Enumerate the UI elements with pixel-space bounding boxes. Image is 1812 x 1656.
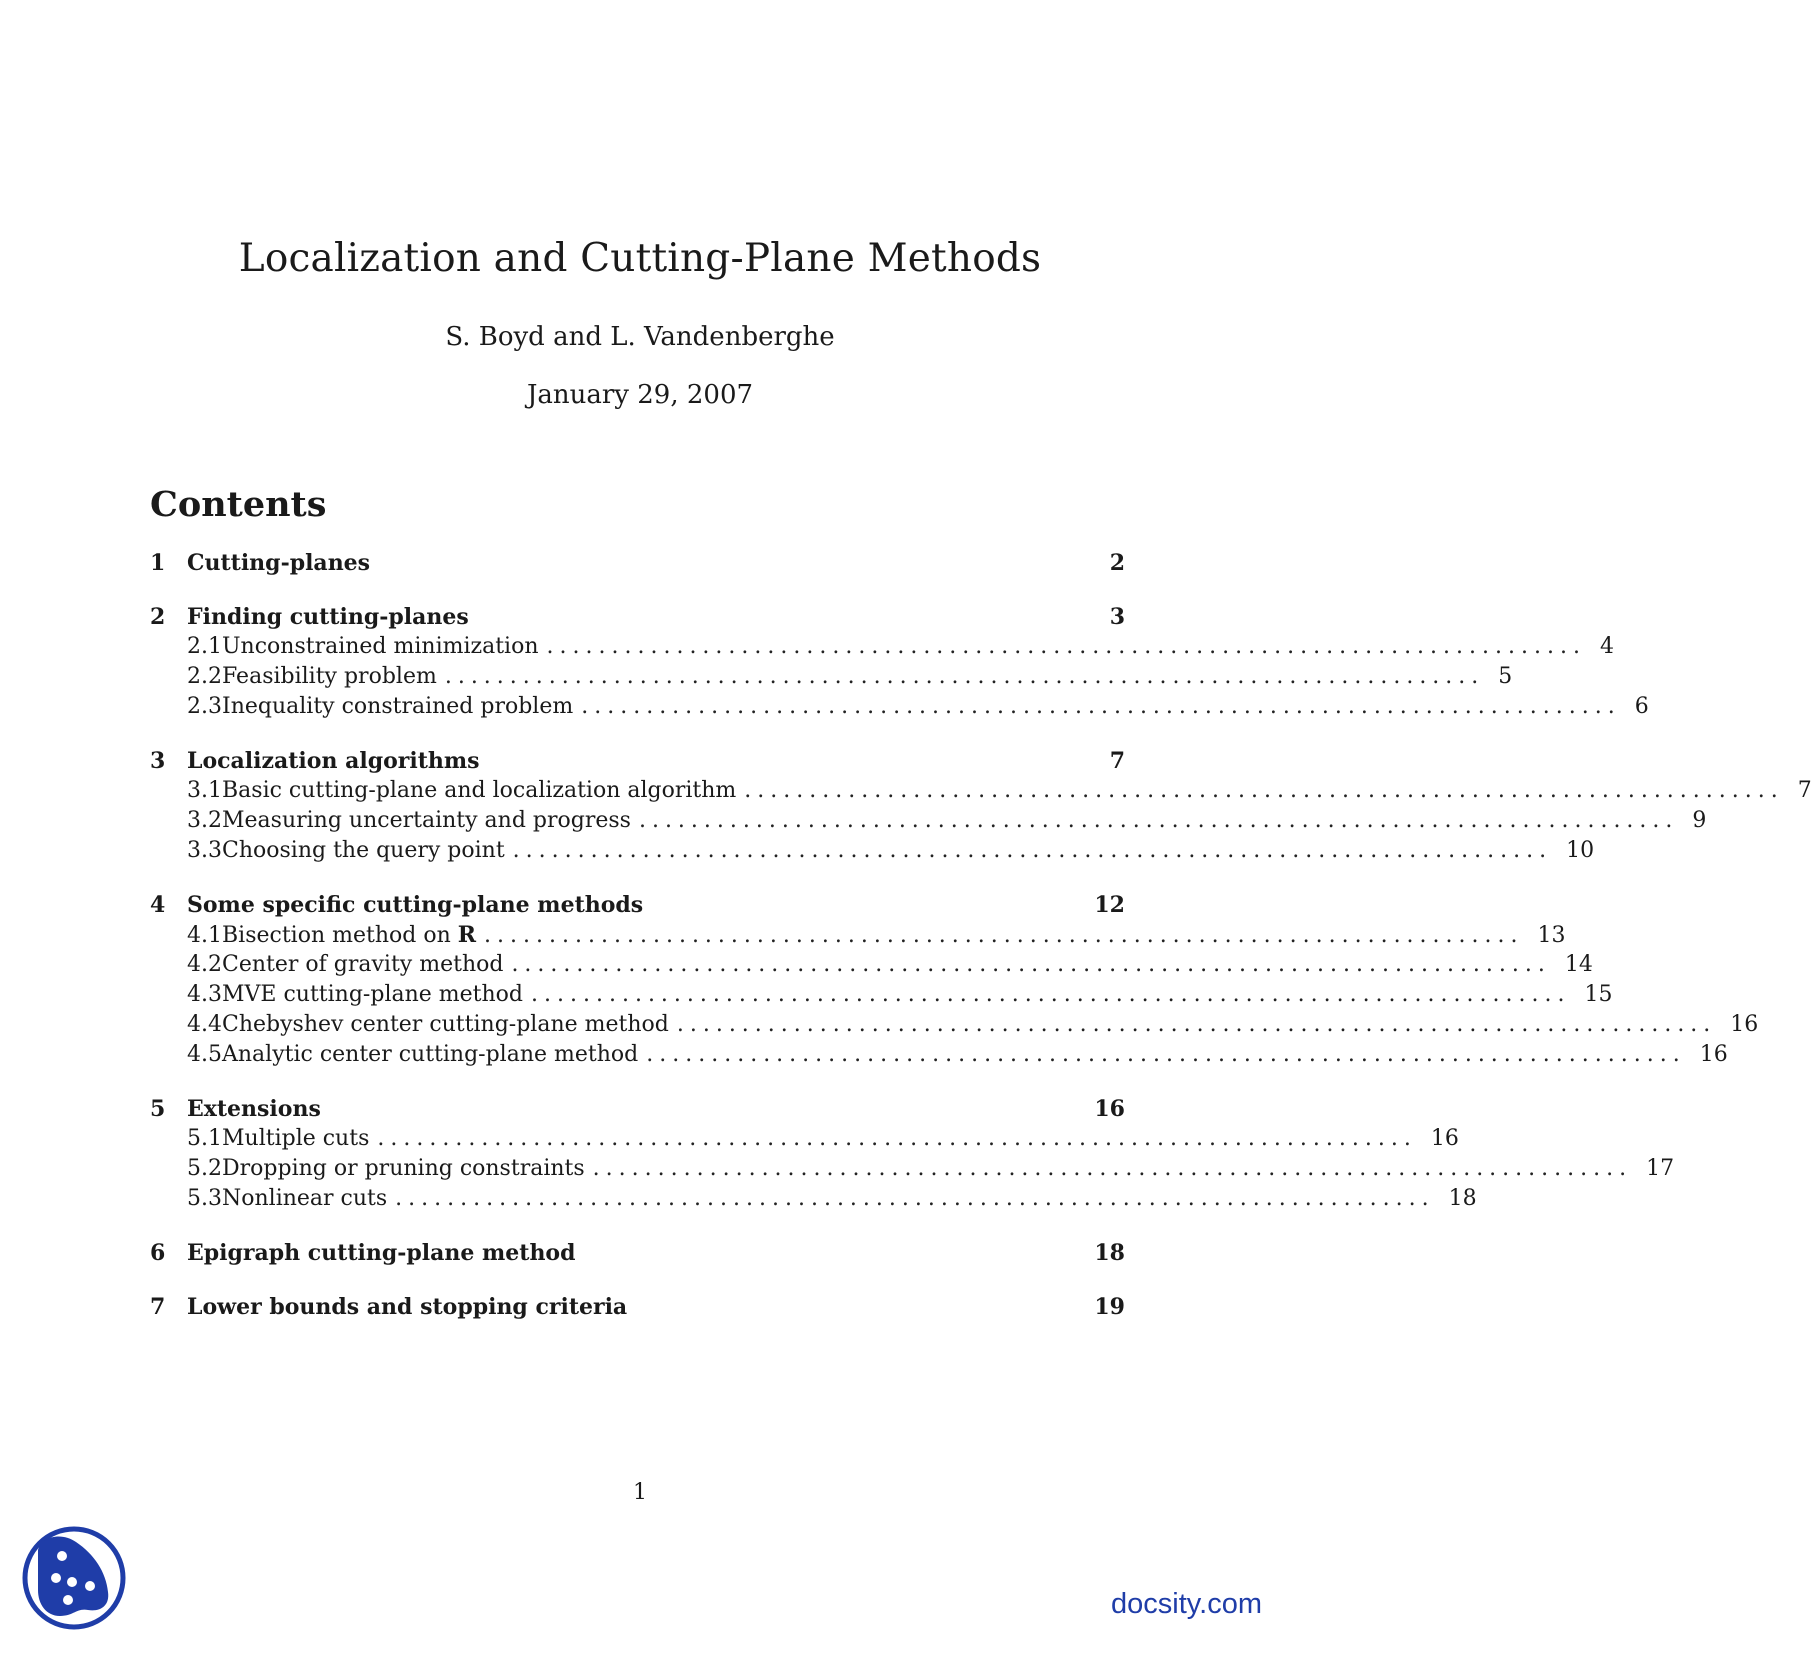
toc-dot-leader: ................................................................................ [581, 694, 1621, 719]
toc-section-number: 4 [150, 892, 166, 918]
toc-subsection-page: 16 [1699, 1042, 1728, 1067]
toc-subsection-title: Multiple cuts [222, 1126, 370, 1151]
toc-subsection-page: 13 [1537, 923, 1566, 948]
toc-section[interactable] [150, 892, 1125, 922]
toc-subsection-title: Basic cutting-plane and localization algorithm [222, 778, 737, 803]
toc-dot-leader: ................................................................................ [676, 1012, 1717, 1037]
toc-subsection[interactable] [150, 1042, 1728, 1072]
table-of-contents [150, 550, 1812, 1324]
toc-subsection[interactable] [150, 838, 1595, 868]
toc-section-title: Epigraph cutting-plane method [187, 1240, 576, 1266]
document-title: Localization and Cutting-Plane Methods [238, 236, 1042, 281]
toc-subsection-number: 5.3 [187, 1186, 222, 1211]
toc-subsection-page: 17 [1646, 1156, 1675, 1181]
toc-section-number: 6 [150, 1240, 166, 1266]
toc-subsection-title: Choosing the query point [222, 838, 505, 863]
contents-heading: Contents [150, 484, 327, 525]
toc-subsection-title: Measuring uncertainty and progress [222, 808, 631, 833]
toc-subsection-title: Nonlinear cuts [222, 1186, 388, 1211]
toc-section-page: 18 [1094, 1240, 1125, 1266]
toc-section-title: Some specific cutting-plane methods [187, 892, 644, 918]
toc-subsection[interactable] [150, 664, 1513, 694]
toc-section-page: 12 [1094, 892, 1125, 918]
docsity-brand-text[interactable]: docsity.com [1111, 1588, 1262, 1620]
toc-subsection-number: 3.1 [187, 778, 222, 803]
toc-dot-leader: ................................................................................ [377, 1126, 1417, 1151]
toc-section[interactable] [150, 748, 1125, 778]
toc-dot-leader: ................................................................................ [638, 808, 1679, 833]
document-authors: S. Boyd and L. Vandenberghe [445, 322, 835, 352]
toc-section[interactable] [150, 1294, 1125, 1324]
toc-section[interactable] [150, 550, 1125, 580]
toc-section-title: Finding cutting-planes [187, 604, 469, 630]
document-date: January 29, 2007 [526, 380, 754, 410]
toc-subsection-title: Feasibility problem [222, 664, 437, 689]
toc-section-number: 7 [150, 1294, 166, 1320]
toc-subsection-number: 5.2 [187, 1156, 222, 1181]
toc-section-number: 3 [150, 748, 166, 774]
toc-subsection-page: 5 [1498, 664, 1513, 689]
toc-subsection-page: 6 [1634, 694, 1649, 719]
toc-dot-leader: ................................................................................ [546, 634, 1586, 659]
toc-subsection-title: Inequality constrained problem [222, 694, 574, 719]
toc-section-page: 3 [1109, 604, 1125, 630]
toc-subsection-page: 16 [1730, 1012, 1759, 1037]
toc-dot-leader: ................................................................................ [484, 923, 1524, 948]
toc-subsection-page: 14 [1564, 952, 1593, 977]
toc-dot-leader: ................................................................................ [646, 1042, 1686, 1067]
toc-subsection[interactable] [150, 952, 1593, 982]
toc-subsection-number: 4.5 [187, 1042, 222, 1067]
toc-subsection[interactable] [150, 982, 1613, 1012]
toc-section-number: 1 [150, 550, 166, 576]
toc-subsection-number: 2.1 [187, 634, 222, 659]
toc-dot-leader: ................................................................................ [531, 982, 1571, 1007]
toc-subsection-number: 2.3 [187, 694, 222, 719]
toc-subsection-page: 9 [1692, 808, 1707, 833]
docsity-logo-icon[interactable] [20, 1520, 132, 1632]
toc-section[interactable] [150, 1096, 1125, 1126]
toc-subsection-title: MVE cutting-plane method [222, 982, 523, 1007]
toc-subsection-number: 3.3 [187, 838, 222, 863]
toc-section-page: 19 [1094, 1294, 1125, 1320]
toc-subsection[interactable] [150, 808, 1707, 838]
toc-subsection-number: 3.2 [187, 808, 222, 833]
toc-subsection[interactable] [150, 778, 1812, 808]
toc-subsection[interactable] [150, 694, 1649, 724]
toc-section-title: Lower bounds and stopping criteria [187, 1294, 628, 1320]
toc-subsection[interactable] [150, 922, 1566, 952]
toc-section-number: 5 [150, 1096, 166, 1122]
toc-subsection-number: 2.2 [187, 664, 222, 689]
toc-section[interactable] [150, 1240, 1125, 1270]
toc-subsection-title: Center of gravity method [222, 952, 504, 977]
toc-subsection[interactable] [150, 634, 1614, 664]
toc-subsection[interactable] [150, 1126, 1459, 1156]
toc-subsection-page: 7 [1797, 778, 1812, 803]
toc-subsection-number: 4.4 [187, 1012, 222, 1037]
toc-section-page: 7 [1109, 748, 1125, 774]
toc-dot-leader: ................................................................................ [512, 838, 1553, 863]
toc-subsection-title: Chebyshev center cutting-plane method [222, 1012, 669, 1037]
toc-section[interactable] [150, 604, 1125, 634]
toc-subsection-number: 5.1 [187, 1126, 222, 1151]
toc-subsection-number: 4.3 [187, 982, 222, 1007]
toc-dot-leader: ................................................................................ [511, 952, 1551, 977]
toc-section-page: 2 [1109, 550, 1125, 576]
toc-subsection-number: 4.1 [187, 923, 222, 948]
toc-subsection-page: 18 [1448, 1186, 1477, 1211]
toc-dot-leader: ................................................................................ [744, 778, 1784, 803]
toc-subsection-page: 4 [1599, 634, 1614, 659]
toc-subsection-title: Dropping or pruning constraints [222, 1156, 585, 1181]
toc-section-title: Localization algorithms [187, 748, 480, 774]
toc-subsection[interactable] [150, 1012, 1759, 1042]
toc-subsection-number: 4.2 [187, 952, 222, 977]
toc-subsection-title: Analytic center cutting-plane method [222, 1042, 639, 1067]
toc-subsection[interactable] [150, 1156, 1675, 1186]
toc-section-page: 16 [1094, 1096, 1125, 1122]
toc-dot-leader: ................................................................................ [444, 664, 1485, 689]
toc-subsection-title: Bisection method on R [222, 922, 477, 948]
page-number: 1 [633, 1480, 647, 1505]
toc-dot-leader: ................................................................................ [592, 1156, 1633, 1181]
toc-subsection-page: 16 [1430, 1126, 1459, 1151]
toc-subsection[interactable] [150, 1186, 1477, 1216]
toc-section-title: Cutting-planes [187, 550, 371, 576]
toc-section-number: 2 [150, 604, 166, 630]
toc-subsection-title: Unconstrained minimization [222, 634, 539, 659]
toc-subsection-page: 10 [1566, 838, 1595, 863]
toc-subsection-page: 15 [1584, 982, 1613, 1007]
toc-dot-leader: ................................................................................ [395, 1186, 1435, 1211]
toc-section-title: Extensions [187, 1096, 321, 1122]
